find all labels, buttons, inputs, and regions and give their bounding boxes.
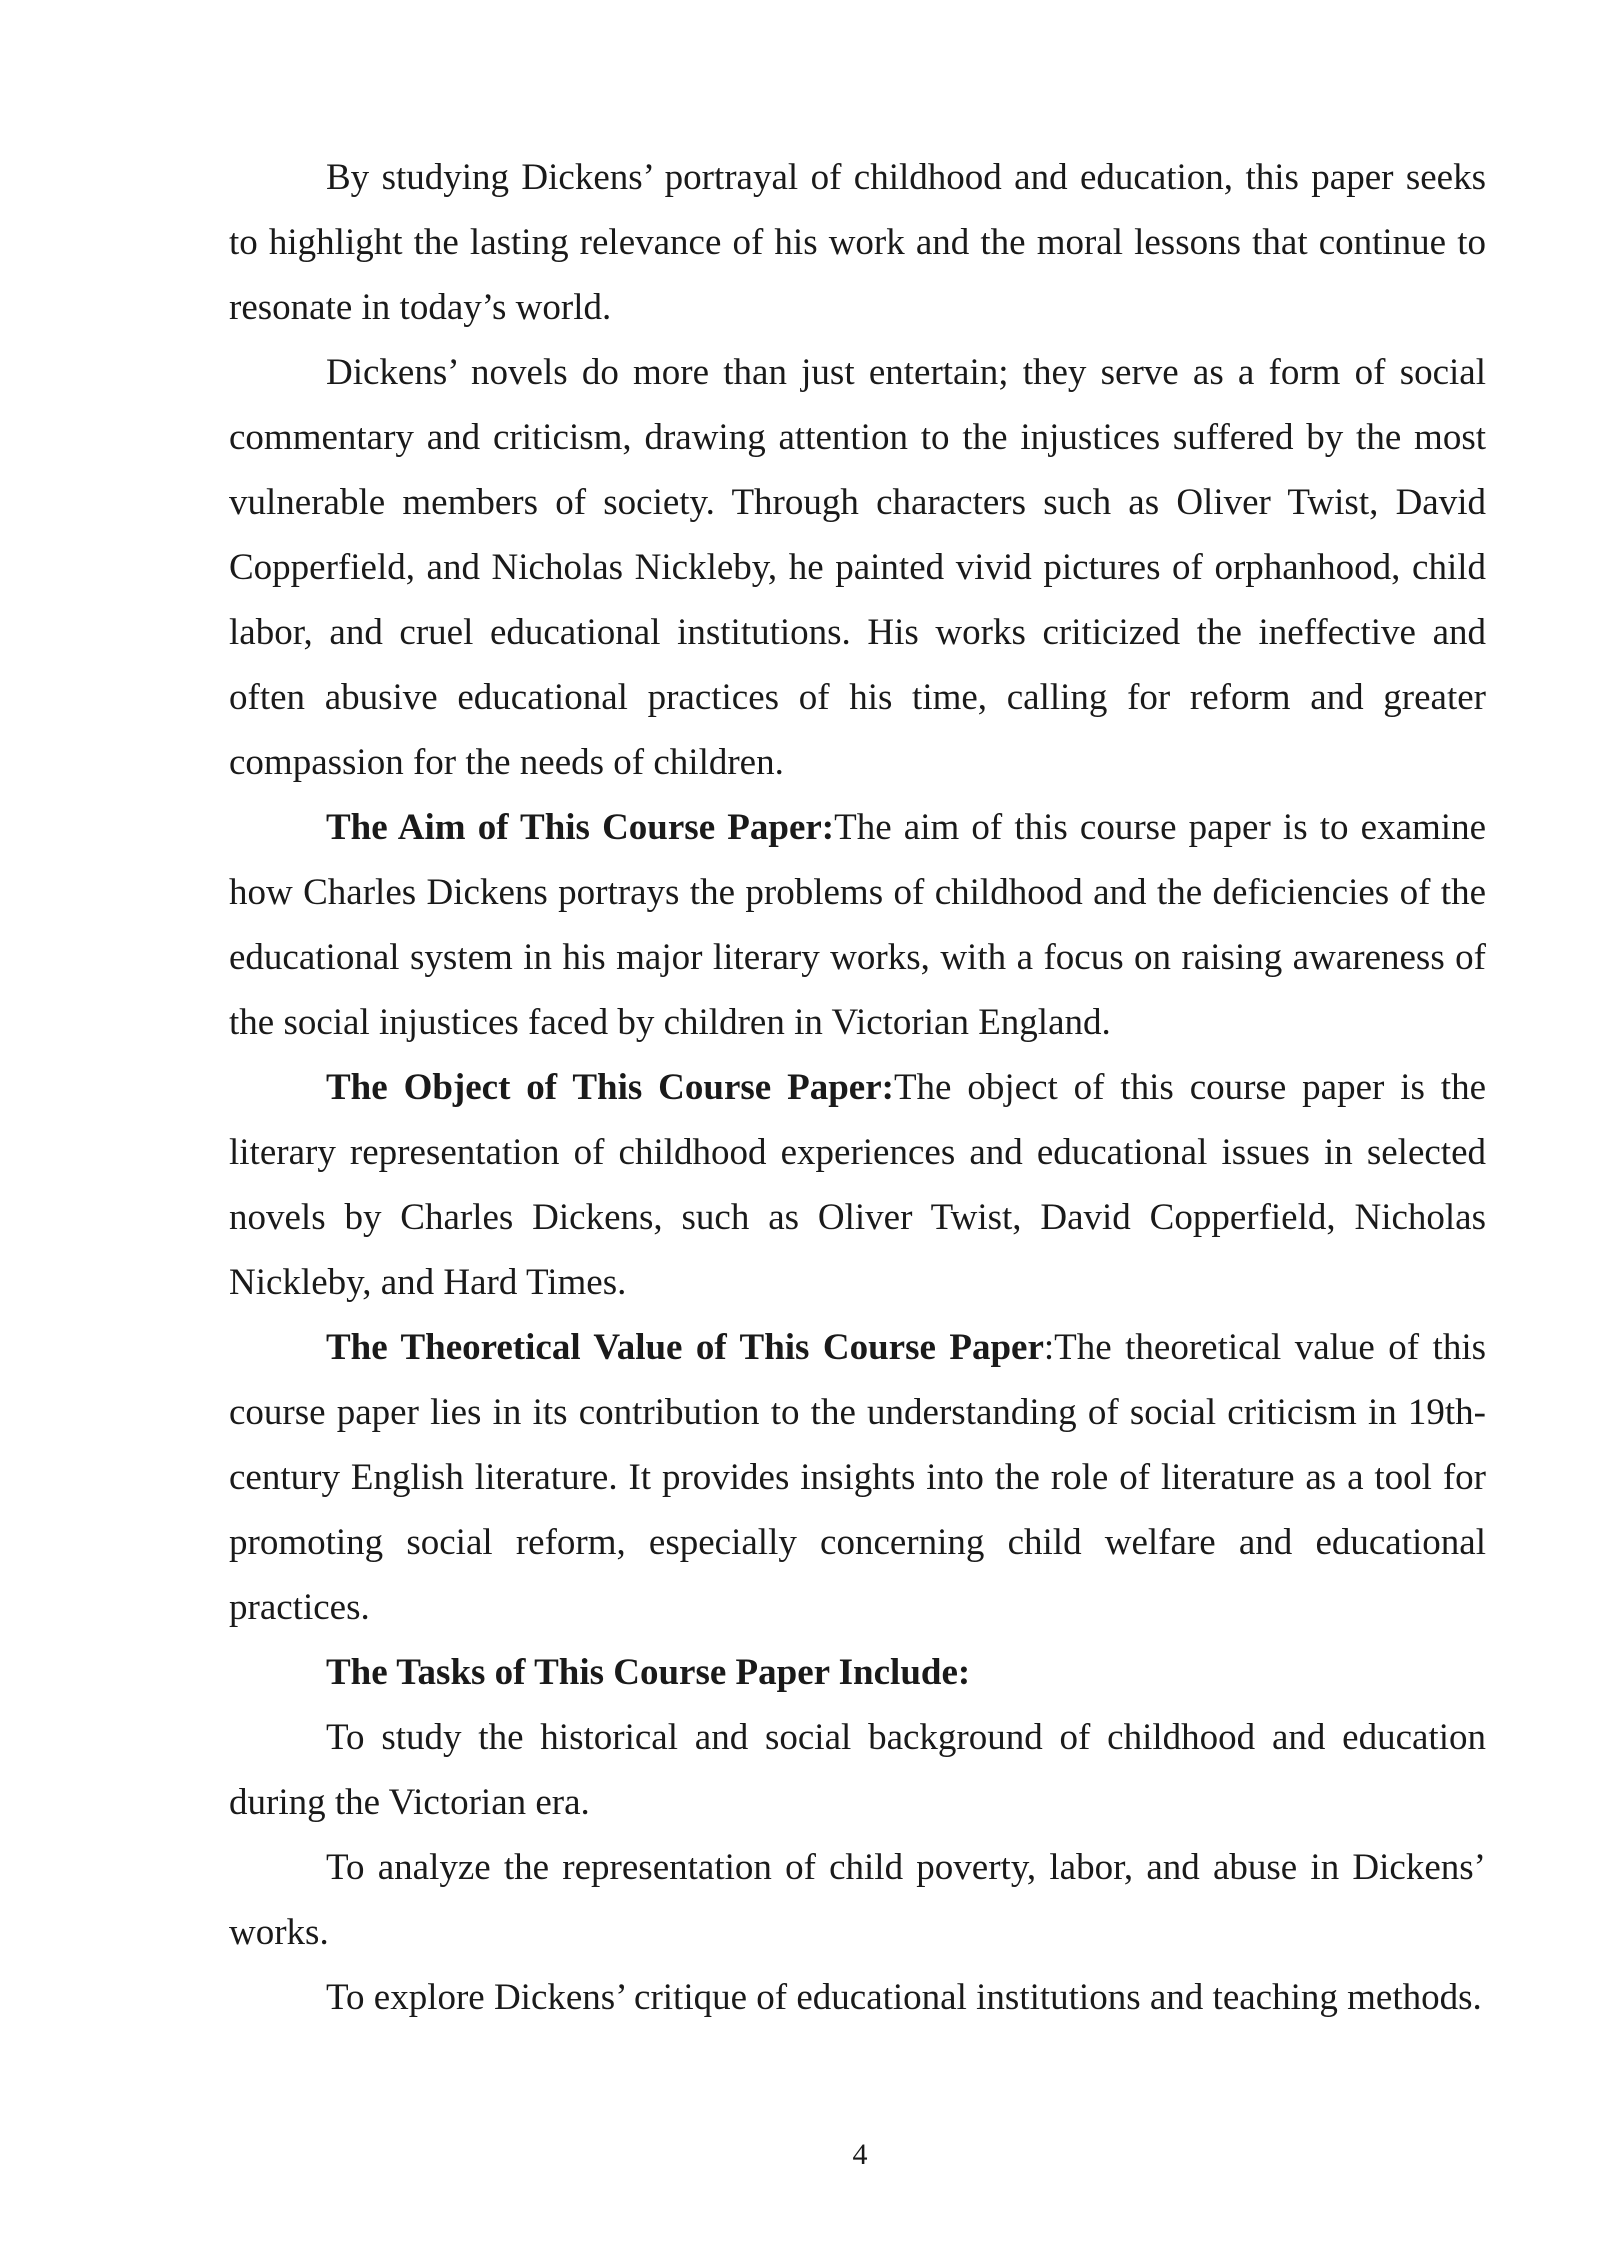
paragraph-aim: [229, 795, 1486, 1055]
page-number: 4: [852, 2138, 868, 2171]
theoretical-value-text: :The theoretical value of this course paper lies in its contribution to the understanding of social criticism in 19th-century English literature. It provides insights into the role of literature as a tool for promoting social reform, especially concerning child welfare and educational practices.: [229, 1327, 1486, 1628]
paragraph-task-2: [229, 1835, 1486, 1965]
paragraph-task-3: [229, 1965, 1486, 2030]
paragraph-text: Dickens’ novels do more than just entertain; they serve as a form of social commentary and criticism, drawing attention to the injustices suffered by the most vulnerable members of society. Through characters such as Oliver Twist, David Copperfield, and Nicholas Nickleby, he painted vivid pictures of orphanhood, child labor, and cruel educational institutions. His works criticized the ineffective and often abusive educational practices of his time, calling for reform and greater compassion for the needs of children.: [229, 352, 1486, 783]
paragraph-tasks-heading: [229, 1640, 1486, 1705]
aim-text: The aim of this course paper is to examine how Charles Dickens portrays the problems of childhood and the deficiencies of the educational system in his major literary works, with a focus on raising awareness of the social injustices faced by children in Victorian England.: [229, 807, 1486, 1043]
tasks-heading: The Tasks of This Course Paper Include:: [326, 1652, 971, 1693]
theoretical-value-heading: The Theoretical Value of This Course Paper: [326, 1327, 1044, 1368]
paragraph-conclusion-intro: [229, 145, 1486, 340]
object-text: The object of this course paper is the literary representation of childhood experiences and educational issues in selected novels by Charles Dickens, such as Oliver Twist, David Copperfield, Nicholas Nickleby, and Hard Times.: [229, 1067, 1486, 1303]
task-text: To explore Dickens’ critique of educational institutions and teaching methods.: [326, 1977, 1482, 2018]
paragraph-task-1: [229, 1705, 1486, 1835]
aim-heading: The Aim of This Course Paper:: [326, 807, 835, 848]
task-text: To analyze the representation of child poverty, labor, and abuse in Dickens’ works.: [229, 1847, 1486, 1953]
paragraph-object: [229, 1055, 1486, 1315]
paragraph-social-commentary: [229, 340, 1486, 795]
paragraph-text: By studying Dickens’ portrayal of childhood and education, this paper seeks to highlight the lasting relevance of his work and the moral lessons that continue to resonate in today’s world.: [229, 157, 1486, 328]
body-text: [229, 145, 1486, 2030]
task-text: To study the historical and social background of childhood and education during the Victorian era.: [229, 1717, 1486, 1823]
object-heading: The Object of This Course Paper:: [326, 1067, 894, 1108]
paragraph-theoretical-value: [229, 1315, 1486, 1640]
